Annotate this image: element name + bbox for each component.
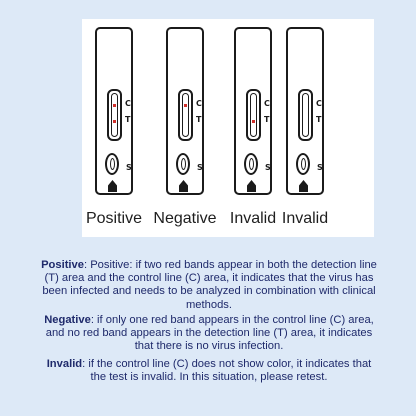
test-line-marker: T: [264, 115, 270, 124]
result-window: [178, 89, 193, 141]
text-invalid: : if the control line (C) does not show color, it indicates that the test is invalid. In this situation, please retest.: [82, 358, 372, 384]
sample-marker: S: [126, 163, 132, 172]
label-negative: Negative: [153, 210, 217, 227]
description-negative: [40, 314, 378, 354]
test-cassette-negative: [166, 27, 204, 195]
text-negative: : if only one red band appears in the control line (C) area, and no red band appears in the detection line (T) area, it indicates that there is no virus infection.: [45, 314, 374, 353]
test-band: [113, 120, 116, 123]
description-invalid: [40, 358, 378, 384]
drop-icon: [246, 180, 257, 193]
control-line-marker: C: [196, 99, 202, 108]
control-line-marker: C: [316, 99, 322, 108]
label-invalid-1: Invalid: [229, 210, 277, 227]
sample-well: [176, 153, 190, 175]
test-cassette-invalid-t-only: [234, 27, 272, 195]
test-line-marker: T: [125, 115, 131, 124]
sample-well: [105, 153, 119, 175]
result-window: [298, 89, 313, 141]
result-window: [107, 89, 122, 141]
label-invalid-2: Invalid: [281, 210, 329, 227]
label-positive: Positive: [85, 210, 143, 227]
term-negative: Negative: [44, 314, 91, 326]
control-band: [113, 104, 116, 107]
sample-marker: S: [197, 163, 203, 172]
test-cassette-invalid-none: [286, 27, 324, 195]
diagram-panel: [82, 19, 374, 237]
control-band: [184, 104, 187, 107]
sample-well: [296, 153, 310, 175]
control-line-marker: C: [125, 99, 131, 108]
term-positive: Positive: [41, 259, 84, 271]
test-band: [252, 120, 255, 123]
term-invalid: Invalid: [46, 358, 83, 370]
test-line-marker: T: [196, 115, 202, 124]
test-cassette-positive: [95, 27, 133, 195]
drop-icon: [298, 180, 309, 193]
description-positive: [40, 259, 378, 312]
text-positive: : Positive: if two red bands appear in both the detection line (T) area and the control line (C) area, it indicates that the virus has been infected and needs to be analyzed in combination with clinical methods.: [42, 259, 377, 311]
control-line-marker: C: [264, 99, 270, 108]
sample-marker: S: [265, 163, 271, 172]
drop-icon: [178, 180, 189, 193]
result-window: [246, 89, 261, 141]
drop-icon: [107, 180, 118, 193]
sample-marker: S: [317, 163, 323, 172]
sample-well: [244, 153, 258, 175]
test-line-marker: T: [316, 115, 322, 124]
